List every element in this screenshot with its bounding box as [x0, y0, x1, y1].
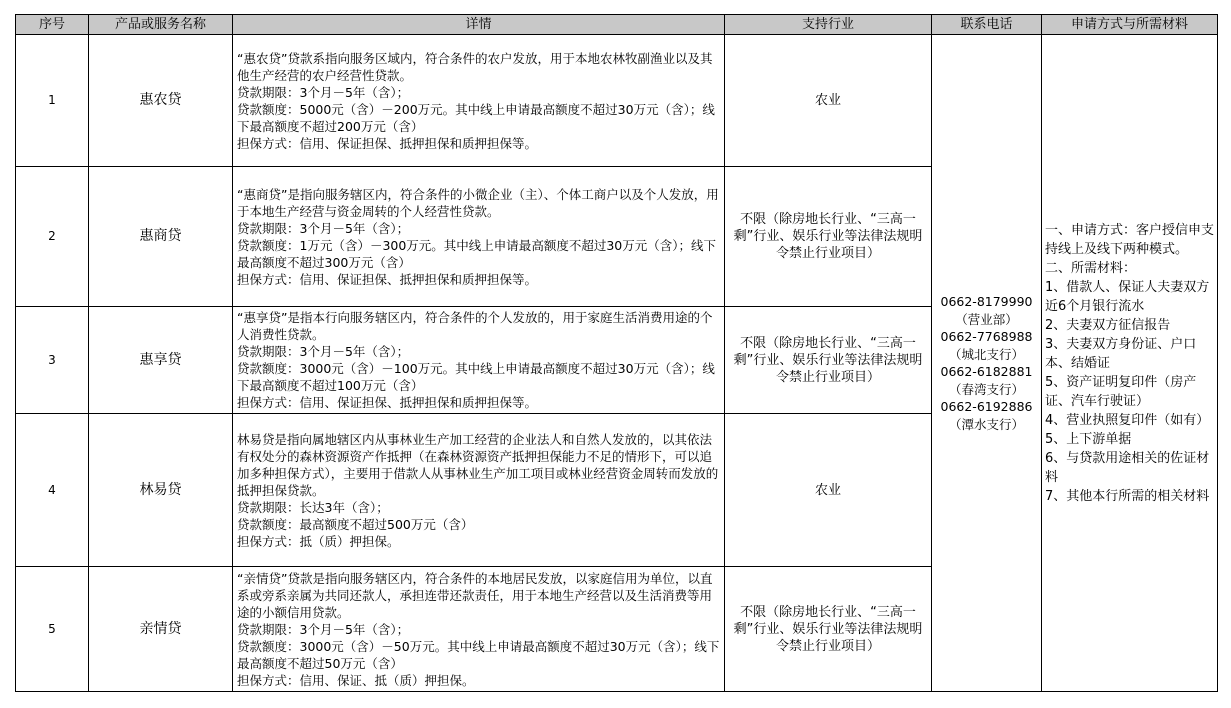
supported-industry: 不限（除房地长行业、“三高一剩”行业、娱乐行业等法律法规明令禁止行业项目）	[725, 307, 932, 414]
product-details	[233, 567, 725, 692]
header-industry: 支持行业	[725, 15, 932, 35]
detail-description: 林易贷是指向属地辖区内从事林业生产加工经营的企业法人和自然人发放的，以其依法有权处分的森林资源资产作抵押（在森林资源资产抵押担保能力不足的情形下，可以追加多种担保方式），主要用于借款人从事林业生产加工项目或林业经营资金周转而发放的抵押担保贷款。	[237, 431, 719, 498]
supported-industry: 不限（除房地长行业、“三高一剩”行业、娱乐行业等法律法规明令禁止行业项目）	[725, 567, 932, 692]
phone-number: 0662-6192886	[940, 399, 1033, 414]
phone-number: 0662-8179990	[940, 294, 1033, 309]
branch-name: （营业部）	[955, 311, 1018, 327]
materials-heading: 二、所需材料：	[1045, 260, 1137, 276]
product-details	[233, 35, 725, 167]
phone-number: 0662-7768988	[940, 329, 1033, 344]
product-details	[233, 307, 725, 414]
product-details	[233, 414, 725, 567]
table-row	[16, 35, 1218, 167]
contact-phones	[932, 35, 1042, 692]
loan-products-table	[15, 14, 1218, 692]
product-details	[233, 167, 725, 307]
detail-description: “惠商贷”是指向服务辖区内，符合条件的小微企业（主）、个体工商户以及个人发放，用于本地生产经营与资金周转的个人经营性贷款。	[237, 186, 719, 219]
product-name: 亲情贷	[89, 567, 233, 692]
phone-number: 0662-6182881	[940, 364, 1033, 379]
detail-term: 贷款期限：3个月－5年（含）；	[237, 220, 410, 236]
material-item: 6、与贷款用途相关的佐证材料	[1045, 450, 1210, 485]
application-method-materials	[1042, 35, 1218, 692]
header-phone: 联系电话	[932, 15, 1042, 35]
detail-description: “亲情贷”贷款是指向服务辖区内，符合条件的本地居民发放，以家庭信用为单位，以直系或旁系亲属为共同还款人，承担连带还款责任，用于本地生产经营以及生活消费等用途的小额信用贷款。	[237, 570, 713, 620]
application-method: 一、申请方式：客户授信申支持线上及线下两种模式。	[1045, 222, 1215, 257]
supported-industry: 农业	[725, 414, 932, 567]
header-details: 详情	[233, 15, 725, 35]
detail-amount: 贷款额度：1万元（含）－300万元。其中线上申请最高额度不超过30万元（含）；线下最高额度不超过300万元（含）	[237, 237, 716, 270]
detail-amount: 贷款额度：最高额度不超过500万元（含）	[237, 516, 474, 532]
header-product-name: 产品或服务名称	[89, 15, 233, 35]
detail-term: 贷款期限：3个月－5年（含）；	[237, 84, 410, 100]
detail-guarantee: 担保方式：信用、保证担保、抵押担保和质押担保等。	[237, 395, 538, 410]
material-item: 5、上下游单据	[1045, 431, 1132, 447]
supported-industry: 农业	[725, 35, 932, 167]
header-no: 序号	[16, 15, 89, 35]
detail-amount: 贷款额度：3000元（含）－50万元。其中线上申请最高额度不超过30万元（含）；线下最高额度不超过50万元（含）	[237, 638, 720, 671]
detail-guarantee: 担保方式：抵（质）押担保。	[237, 533, 400, 549]
row-number: 3	[16, 307, 89, 414]
detail-description: “惠享贷”是指本行向服务辖区内，符合条件的个人发放的，用于家庭生活消费用途的个人消费性贷款。	[237, 310, 713, 342]
material-item: 4、营业执照复印件（如有）	[1045, 412, 1210, 428]
row-number: 1	[16, 35, 89, 167]
product-name: 惠商贷	[89, 167, 233, 307]
material-item: 7、其他本行所需的相关材料	[1045, 488, 1210, 504]
row-number: 5	[16, 567, 89, 692]
detail-guarantee: 担保方式：信用、保证、抵（质）押担保。	[237, 672, 475, 688]
branch-name: （潭水支行）	[948, 416, 1024, 432]
detail-description: “惠农贷”贷款系指向服务区域内，符合条件的农户发放，用于本地农林牧副渔业以及其他生产经营的农户经营性贷款。	[237, 50, 713, 83]
branch-name: （春湾支行）	[948, 381, 1024, 397]
detail-term: 贷款期限：长达3年（含）；	[237, 499, 389, 515]
detail-term: 贷款期限：3个月－5年（含）；	[237, 344, 410, 359]
row-number: 4	[16, 414, 89, 567]
material-item: 1、借款人、保证人夫妻双方近6个月银行流水	[1045, 279, 1210, 314]
detail-guarantee: 担保方式：信用、保证担保、抵押担保和质押担保等。	[237, 135, 538, 151]
material-item: 2、夫妻双方征信报告	[1045, 317, 1171, 333]
table-header-row	[16, 15, 1218, 35]
material-item: 5、资产证明复印件（房产证、汽车行驶证）	[1045, 374, 1197, 409]
material-item: 3、夫妻双方身份证、户口本、结婚证	[1045, 336, 1197, 371]
product-name: 惠享贷	[89, 307, 233, 414]
detail-amount: 贷款额度：5000元（含）－200万元。其中线上申请最高额度不超过30万元（含）；线下最高额度不超过200万元（含）	[237, 101, 715, 134]
branch-name: （城北支行）	[948, 346, 1024, 362]
row-number: 2	[16, 167, 89, 307]
detail-amount: 贷款额度：3000元（含）－100万元。其中线上申请最高额度不超过30万元（含）；线下最高额度不超过100万元（含）	[237, 361, 715, 393]
product-name: 惠农贷	[89, 35, 233, 167]
detail-guarantee: 担保方式：信用、保证担保、抵押担保和质押担保等。	[237, 271, 538, 287]
detail-term: 贷款期限：3个月－5年（含）；	[237, 621, 410, 637]
product-name: 林易贷	[89, 414, 233, 567]
supported-industry: 不限（除房地长行业、“三高一剩”行业、娱乐行业等法律法规明令禁止行业项目）	[725, 167, 932, 307]
header-application: 申请方式与所需材料	[1042, 15, 1218, 35]
